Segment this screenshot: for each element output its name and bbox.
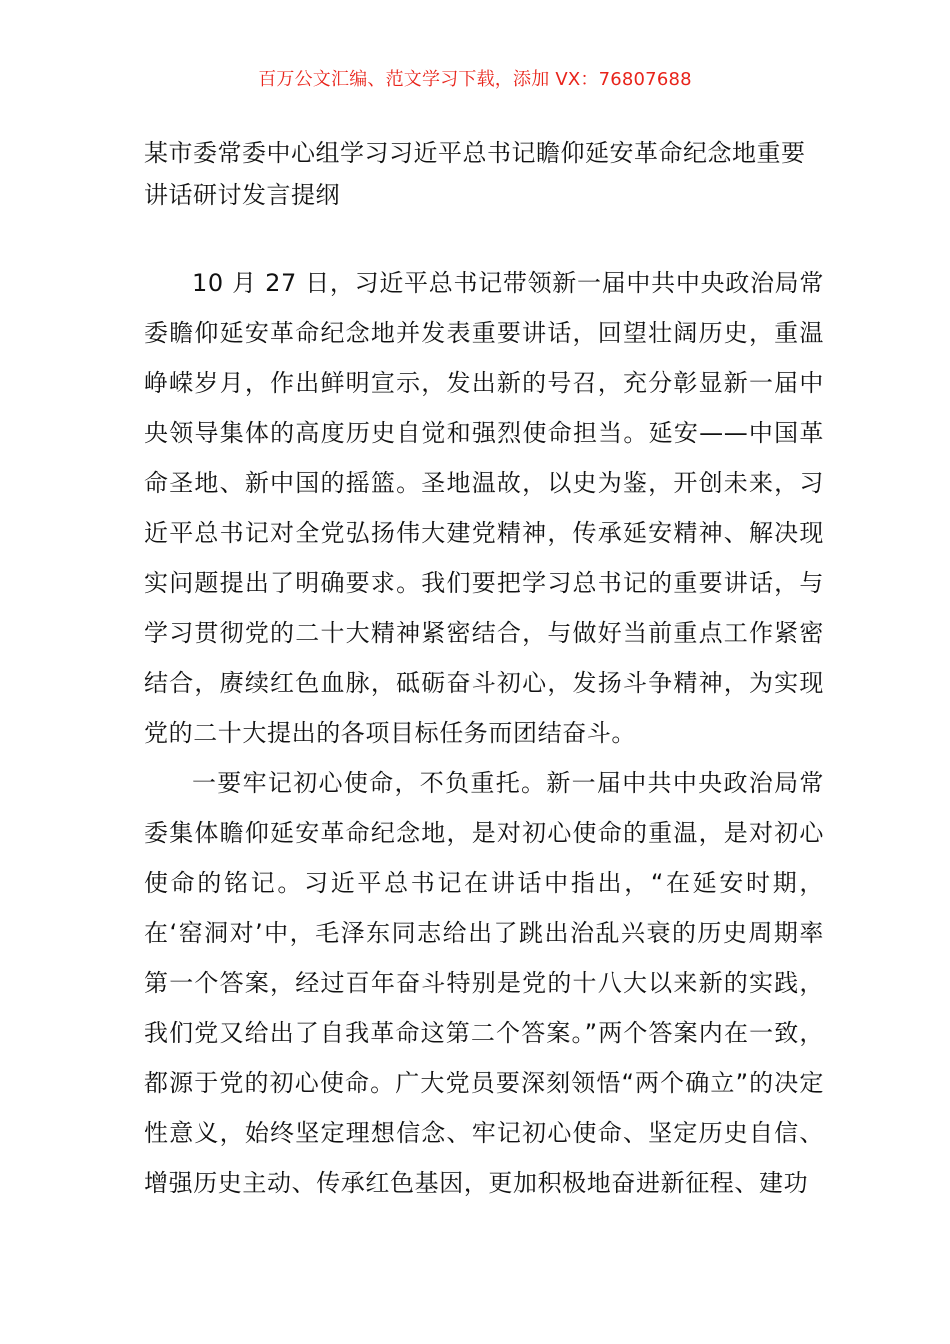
document-body: [144, 258, 824, 1208]
paragraph-intro: 10 月 27 日，习近平总书记带领新一届中共中央政治局常委瞻仰延安革命纪念地并发表重要讲话，回望壮阔历史，重温峥嵘岁月，作出鲜明宣示，发出新的号召，充分彰显新一届中央领导集体的高度历史自觉和强烈使命担当。延安——中国革命圣地、新中国的摇篮。圣地温故，以史为鉴，开创未来，习近平总书记对全党弘扬伟大建党精神，传承延安精神、解决现实问题提出了明确要求。我们要把学习总书记的重要讲话，与学习贯彻党的二十大精神紧密结合，与做好当前重点工作紧密结合，赓续红色血脉，砥砺奋斗初心，发扬斗争精神，为实现党的二十大提出的各项目标任务而团结奋斗。: [144, 269, 824, 747]
paragraph-point-one: 一要牢记初心使命，不负重托。新一届中共中央政治局常委集体瞻仰延安革命纪念地，是对初心使命的重温，是对初心使命的铭记。习近平总书记在讲话中指出，“在延安时期，在‘窑洞对’中，毛泽东同志给出了跳出治乱兴衰的历史周期率第一个答案，经过百年奋斗特别是党的十八大以来新的实践，我们党又给出了自我革命这第二个答案。”两个答案内在一致，都源于党的初心使命。广大党员要深刻领悟“两个确立”的决定性意义，始终坚定理想信念、牢记初心使命、坚定历史自信、增强历史主动、传承红色基因，更加积极地奋进新征程、建功: [144, 769, 824, 1197]
document-title: 某市委常委中心组学习习近平总书记瞻仰延安革命纪念地重要讲话研讨发言提纲: [144, 139, 806, 209]
header-download-note: 百万公文汇编、范文学习下载，添加 VX：76807688: [258, 69, 692, 90]
